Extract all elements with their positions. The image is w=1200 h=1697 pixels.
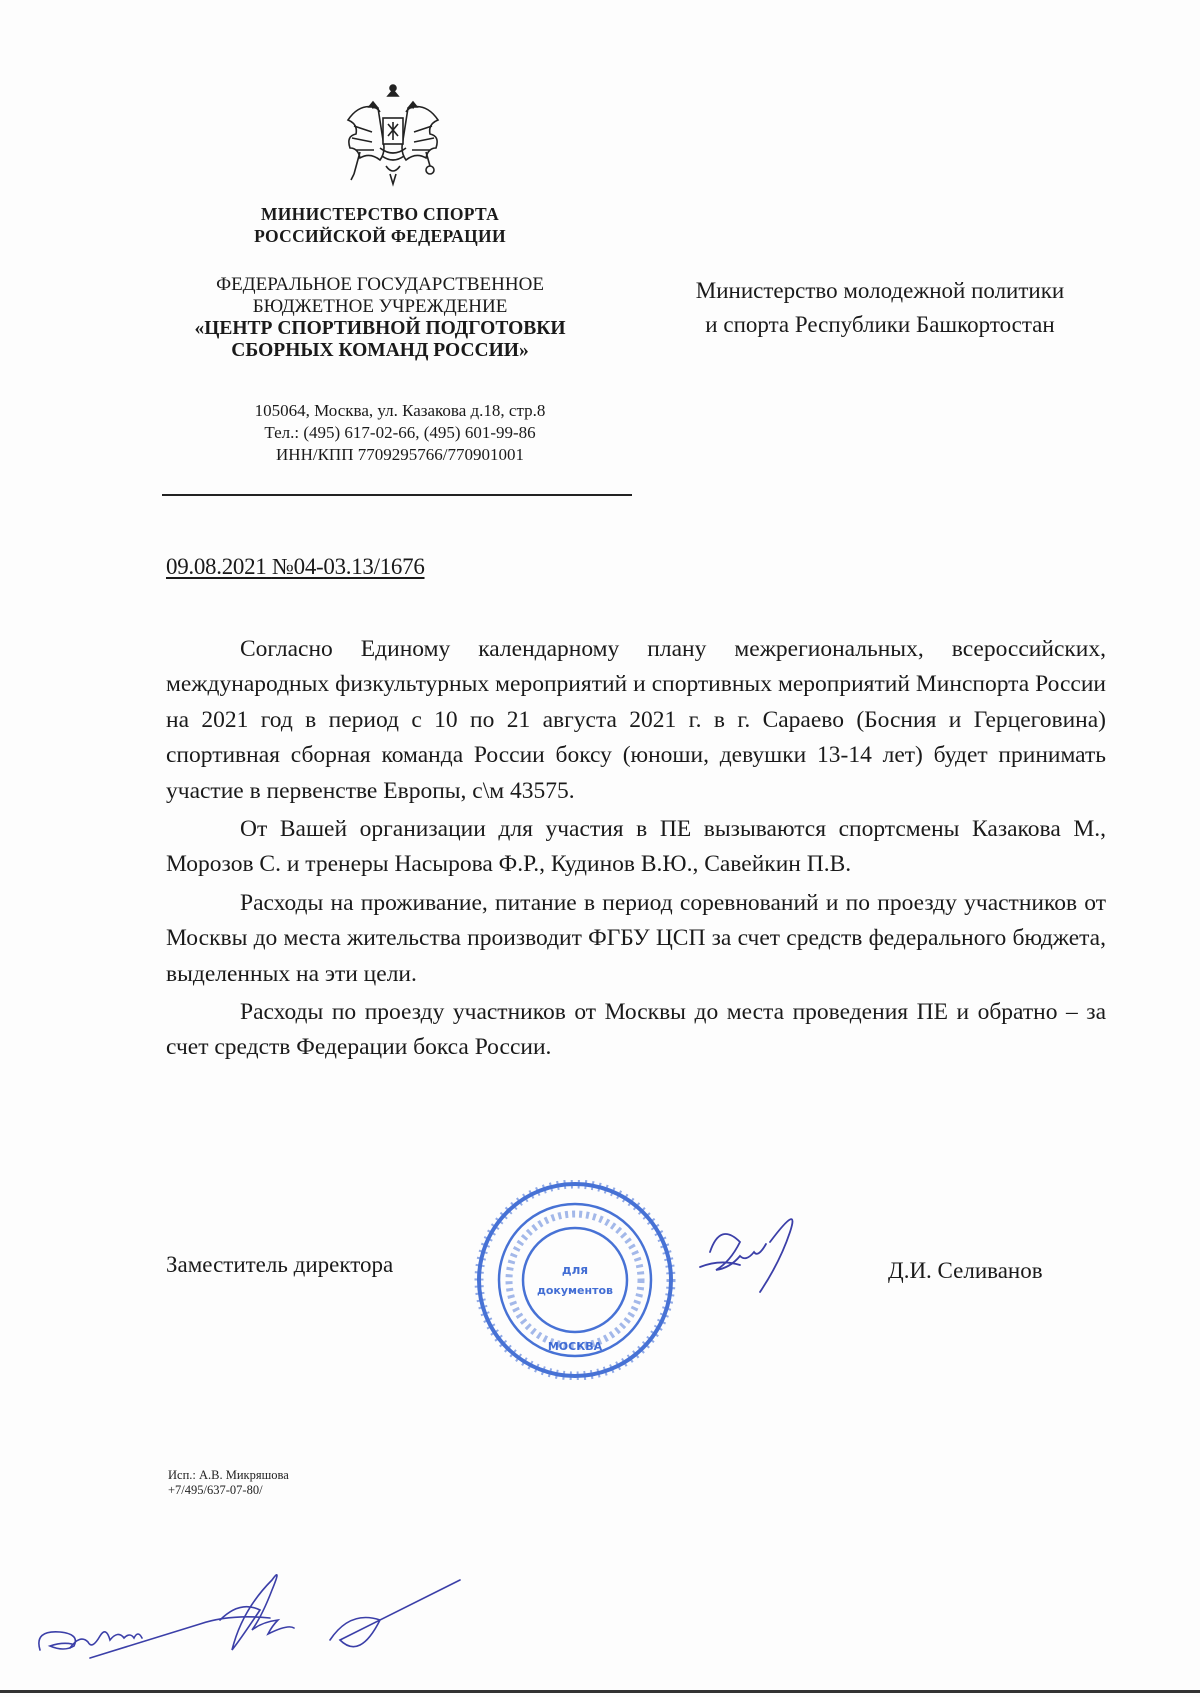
- recipient-line-2: и спорта Республики Башкортостан: [705, 312, 1055, 337]
- recipient-address: [630, 274, 1130, 342]
- body-paragraph: Расходы по проезду участников от Москвы до места проведения ПЕ и обратно – за счет средств Федерации бокса России.: [166, 999, 1106, 1061]
- header-divider: [162, 494, 632, 496]
- body-paragraph: От Вашей организации для участия в ПЕ вызываются спортсмены Казакова М., Морозов С. и тренеры Насырова Ф.Р., Кудинов В.Ю., Савейкин П.В.: [166, 816, 1106, 878]
- director-signature-icon: [690, 1212, 820, 1302]
- organization-name: [160, 274, 600, 362]
- letter-date: 09.08.2021: [166, 554, 267, 579]
- letter-number: №04-03.13/1676: [271, 554, 425, 579]
- org-name-line-2: СБОРНЫХ КОМАНД РОССИИ»: [231, 340, 529, 361]
- handwritten-note-icon: [30, 1560, 490, 1670]
- registration-number: [166, 554, 425, 580]
- official-stamp-icon: [470, 1180, 680, 1380]
- org-type-line-1: ФЕДЕРАЛЬНОЕ ГОСУДАРСТВЕННОЕ: [216, 274, 544, 295]
- page-bottom-edge: [0, 1690, 1200, 1693]
- signatory-title: Заместитель директора: [166, 1252, 394, 1277]
- ministry-line-1: МИНИСТЕРСТВО СПОРТА: [260, 204, 500, 224]
- coat-of-arms-icon: [338, 82, 448, 194]
- org-type-line-2: БЮДЖЕТНОЕ УЧРЕЖДЕНИЕ: [252, 296, 508, 317]
- letter-body: [166, 632, 1106, 1069]
- executor-phone: +7/495/637-07-80/: [168, 1483, 263, 1497]
- stamp-city: МОСКВА: [547, 1340, 603, 1353]
- stamp-center-line-1: для: [561, 1263, 589, 1277]
- body-paragraph: Расходы на проживание, питание в период соревнований и по проезду участников от Москвы до места жительства производит ФГБУ ЦСП за счет средств федерального бюджета, выделенных на эти цели.: [166, 889, 1106, 987]
- org-address: 105064, Москва, ул. Казакова д.18, стр.8: [254, 401, 546, 420]
- org-name-line-1: «ЦЕНТР СПОРТИВНОЙ ПОДГОТОВКИ: [194, 318, 566, 339]
- ministry-line-2: РОССИЙСКОЙ ФЕДЕРАЦИИ: [254, 226, 506, 246]
- executor-info: [168, 1468, 289, 1498]
- org-phone: Тел.: (495) 617-02-66, (495) 601-99-86: [264, 423, 536, 442]
- executor-name: Исп.: А.В. Микряшова: [168, 1468, 289, 1482]
- org-inn-kpp: ИНН/КПП 7709295766/770901001: [276, 445, 524, 464]
- stamp-center-line-2: документов: [536, 1284, 614, 1297]
- recipient-line-1: Министерство молодежной политики: [695, 278, 1065, 303]
- ministry-name: [160, 203, 600, 247]
- organization-contacts: [200, 400, 600, 466]
- signatory-name: Д.И. Селиванов: [888, 1258, 1043, 1283]
- body-paragraph: Согласно Единому календарному плану межрегиональных, всероссийских, международных физкультурных мероприятий и спортивных мероприятий Минспорта России на 2021 год в период с 10 по 21 августа 2021 г. в г. Сараево (Босния и Герцеговина) спортивная сборная команда России боксу (юноши, девушки 13-14 лет) будет принимать участие в первенстве Европы, с\м 43575.: [166, 636, 1106, 804]
